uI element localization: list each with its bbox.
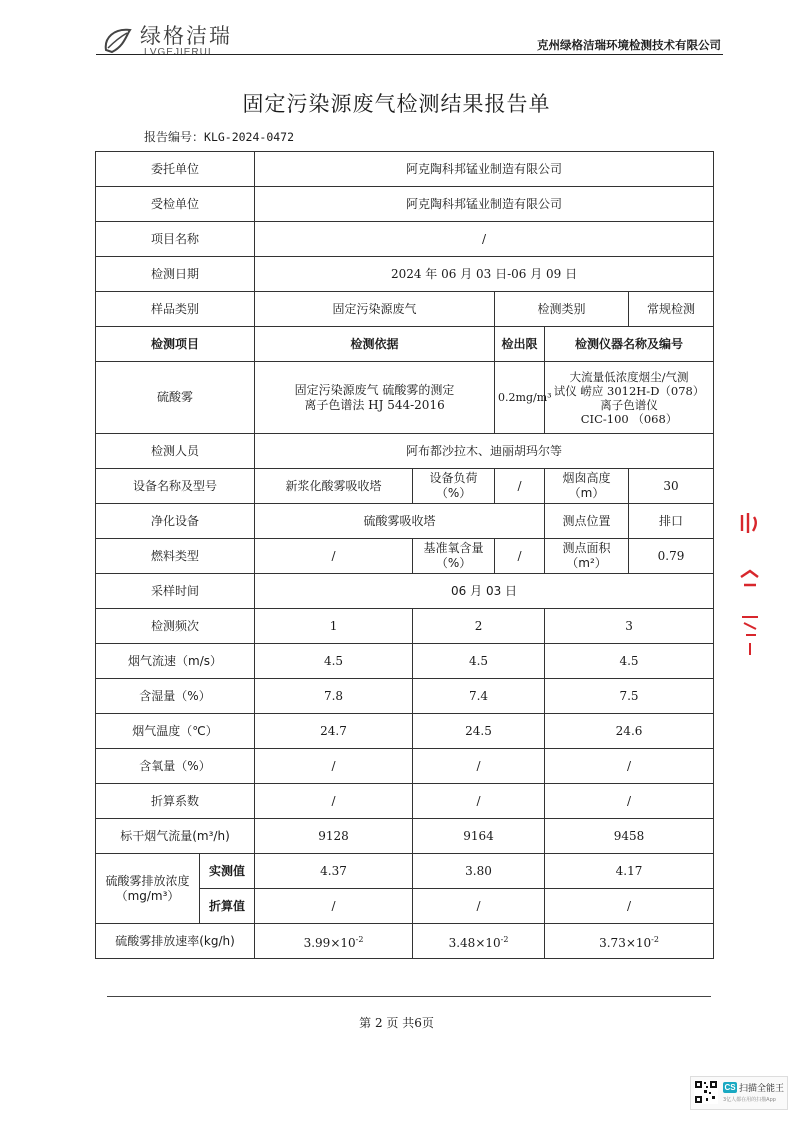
result-label: 烟气温度（℃） [96,714,255,749]
result-value: / [413,784,545,819]
chimney-height-label: 烟囱高度（m） [545,469,629,504]
method-header-item: 检测项目 [96,327,255,362]
instrument-line: 大流量低浓度烟尘/气测 [569,369,689,384]
equipment-load-value: / [495,469,545,504]
table-row [96,819,714,854]
seam-stamp-fragment [738,505,762,665]
scanner-badge [690,1076,788,1110]
table-row [96,644,714,679]
result-value: 24.5 [413,714,545,749]
equipment-label: 设备名称及型号 [96,469,255,504]
frequency-2: 2 [413,609,545,644]
method-basis [255,362,495,434]
converted-value: / [545,889,714,924]
client-label: 委托单位 [96,152,255,187]
result-value: 4.5 [255,644,413,679]
result-value: 9128 [255,819,413,854]
measured-value: 4.17 [545,854,714,889]
results-table [95,151,714,959]
purify-value: 硫酸雾吸收塔 [255,504,545,539]
page-number: 第 2 页 共6页 [359,1016,434,1030]
method-limit: 0.2mg/m³ [495,362,545,434]
result-label: 烟气流速（m/s） [96,644,255,679]
converted-label: 折算值 [200,889,255,924]
table-row [96,187,714,222]
result-value: / [413,749,545,784]
result-value: / [545,749,714,784]
measured-label: 实测值 [200,854,255,889]
project-label: 项目名称 [96,222,255,257]
fuel-value: / [255,539,413,574]
measured-value: 3.80 [413,854,545,889]
result-value: 24.7 [255,714,413,749]
personnel-value: 阿布都沙拉木、迪丽胡玛尔等 [255,434,714,469]
result-value: / [545,784,714,819]
concentration-label [96,854,200,924]
oxygen-ref-value: / [495,539,545,574]
method-instrument [545,362,714,434]
project-value: / [255,222,714,257]
table-row [96,222,714,257]
concentration-label-line: （mg/m³） [115,888,180,903]
oxygen-ref-label: 基准氧含量（%） [413,539,495,574]
converted-value: / [255,889,413,924]
instrument-line: CIC-100 （068） [580,411,678,426]
scanner-name: 扫描全能王 [739,1084,785,1094]
table-row [96,749,714,784]
table-row [96,504,714,539]
sampling-time-label: 采样时间 [96,574,255,609]
result-value: 7.4 [413,679,545,714]
result-value: 7.5 [545,679,714,714]
company-logo [100,20,240,66]
result-value: 7.8 [255,679,413,714]
header-company-name: 克州绿格洁瑞环境检测技术有限公司 [537,38,721,52]
method-header-limit: 检出限 [495,327,545,362]
rate-value [545,924,714,959]
fuel-label: 燃料类型 [96,539,255,574]
document-title: 固定污染源废气检测结果报告单 [242,92,551,116]
inspected-label: 受检单位 [96,187,255,222]
rate-exponent: -2 [500,934,509,944]
frequency-3: 3 [545,609,714,644]
point-area-value: 0.79 [629,539,714,574]
client-value: 阿克陶科邦锰业制造有限公司 [255,152,714,187]
table-row [96,784,714,819]
result-value: 24.6 [545,714,714,749]
rate-mantissa: 3.99×10 [303,935,356,950]
point-location-value: 排口 [629,504,714,539]
inspected-value: 阿克陶科邦锰业制造有限公司 [255,187,714,222]
result-label: 含湿量（%） [96,679,255,714]
result-value: 4.5 [545,644,714,679]
purify-label: 净化设备 [96,504,255,539]
table-row [96,469,714,504]
table-row [96,539,714,574]
footer-divider [107,996,711,997]
test-type-label: 检测类别 [495,292,629,327]
rate-exponent: -2 [651,934,659,944]
sampling-time-value: 06 月 03 日 [255,574,714,609]
table-row [96,679,714,714]
chimney-height-value: 30 [629,469,714,504]
converted-value: / [413,889,545,924]
method-basis-line: 离子色谱法 HJ 544-2016 [304,397,445,412]
point-area-label: 测点面积（m²） [545,539,629,574]
table-row [96,609,714,644]
sample-type-label: 样品类别 [96,292,255,327]
report-number [144,128,294,145]
frequency-1: 1 [255,609,413,644]
rate-value [255,924,413,959]
rate-label: 硫酸雾排放速率(kg/h) [96,924,255,959]
result-label: 含氧量（%） [96,749,255,784]
sample-type-value: 固定污染源废气 [255,292,495,327]
date-value: 2024 年 06 月 03 日-06 月 09 日 [255,257,714,292]
result-value: / [255,784,413,819]
method-header-basis: 检测依据 [255,327,495,362]
instrument-line: 离子色谱仪 [600,397,658,412]
instrument-line: 试仪 崂应 3012H-D（078） [553,383,705,398]
equipment-load-label: 设备负荷（%） [413,469,495,504]
result-value: 9458 [545,819,714,854]
logo-english-name: LVGEJIERUI [144,47,212,58]
result-label: 折算系数 [96,784,255,819]
date-label: 检测日期 [96,257,255,292]
report-number-value: KLG-2024-0472 [204,130,295,144]
camscanner-logo-icon: CS [724,1083,736,1092]
method-basis-line: 固定污染源废气 硫酸雾的测定 [294,382,455,397]
rate-value [413,924,545,959]
table-row [96,714,714,749]
measured-value: 4.37 [255,854,413,889]
concentration-label-line: 硫酸雾排放浓度 [105,873,190,888]
table-row [96,327,714,362]
rate-exponent: -2 [355,934,364,944]
equipment-value: 新浆化酸雾吸收塔 [255,469,413,504]
table-row [96,434,714,469]
qr-code-icon [694,1080,718,1104]
frequency-label: 检测频次 [96,609,255,644]
rate-mantissa: 3.48×10 [448,935,501,950]
result-value: / [255,749,413,784]
personnel-label: 检测人员 [96,434,255,469]
table-row [96,257,714,292]
table-row [96,854,714,889]
table-row [96,362,714,434]
result-label: 标干烟气流量(m³/h) [96,819,255,854]
method-header-instrument: 检测仪器名称及编号 [545,327,714,362]
test-type-value: 常规检测 [629,292,714,327]
table-row [96,292,714,327]
rate-mantissa: 3.73×10 [599,935,652,950]
method-item: 硫酸雾 [96,362,255,434]
table-row [96,924,714,959]
scanner-tagline: 3亿人都在用的扫描App [723,1097,776,1103]
result-value: 9164 [413,819,545,854]
table-row [96,152,714,187]
result-value: 4.5 [413,644,545,679]
point-location-label: 测点位置 [545,504,629,539]
logo-chinese-name: 绿格洁瑞 [140,24,232,48]
table-row [96,574,714,609]
header-divider [96,54,723,55]
report-number-label: 报告编号： [144,130,205,144]
